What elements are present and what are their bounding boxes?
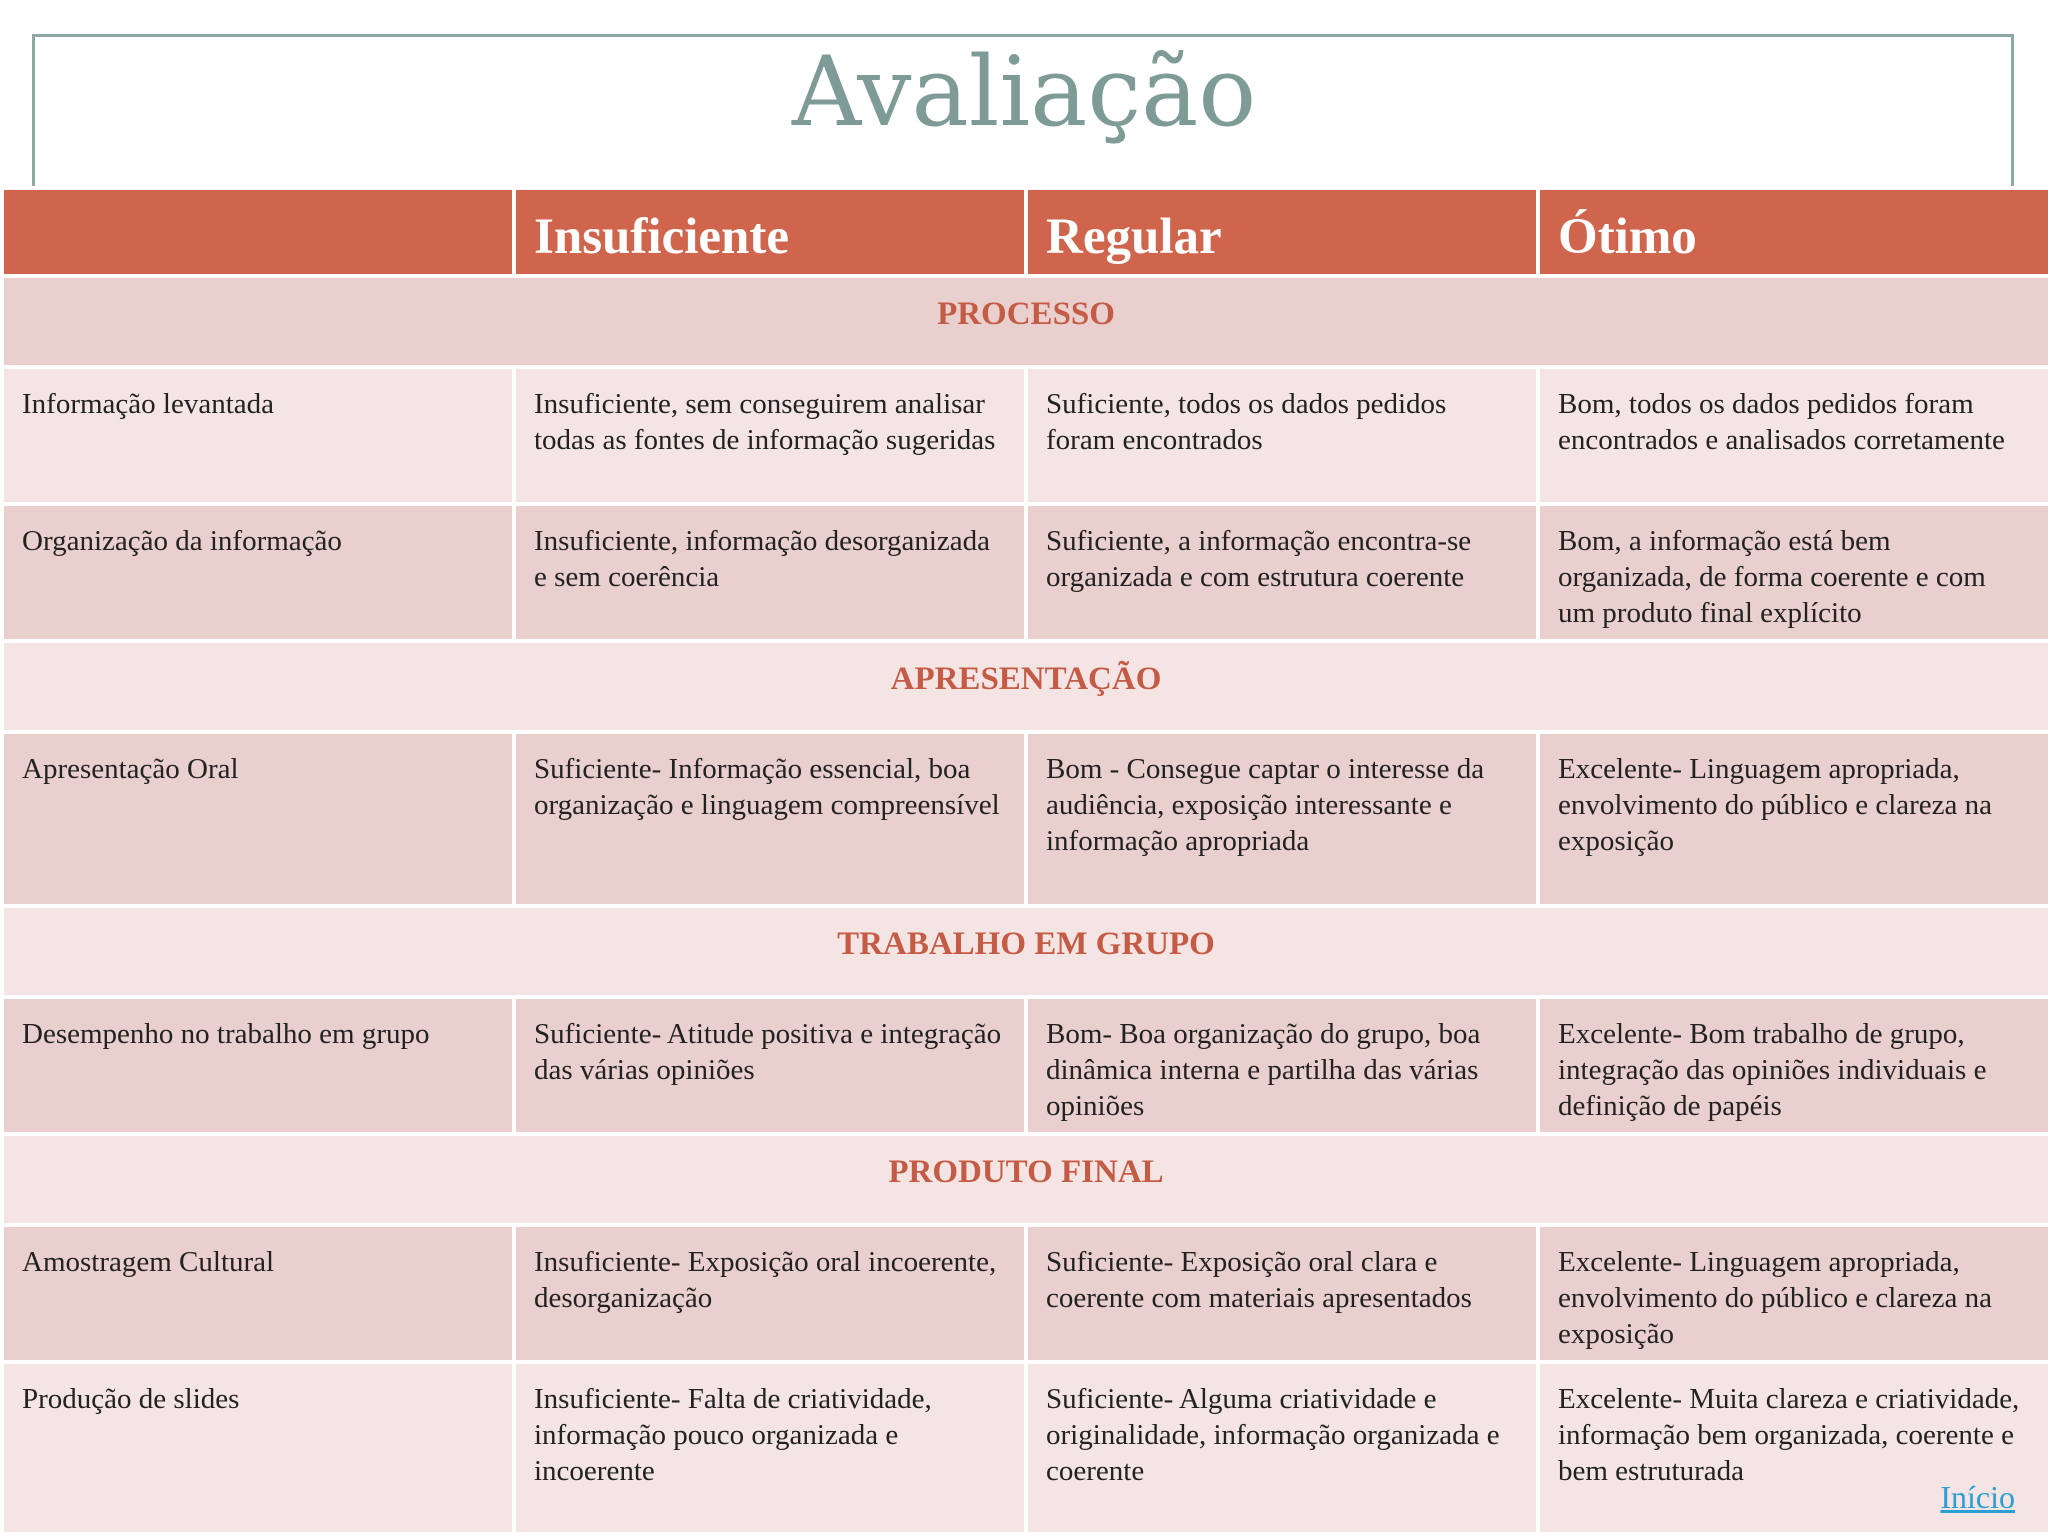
regular-cell: Bom- Boa organização do grupo, boa dinâmica interna e partilha das várias opiniões bbox=[1026, 997, 1538, 1134]
header-insuficiente: Insuficiente bbox=[514, 188, 1026, 276]
section-header-apresentacao bbox=[2, 641, 2048, 732]
section-title: PRODUTO FINAL bbox=[2, 1134, 2048, 1225]
inicio-link[interactable]: Início bbox=[1940, 1479, 2015, 1515]
insuficiente-cell: Insuficiente- Falta de criatividade, informação pouco organizada e incoerente bbox=[514, 1362, 1026, 1534]
header-blank-cell bbox=[2, 188, 514, 276]
criterion-cell: Desempenho no trabalho em grupo bbox=[2, 997, 514, 1134]
regular-cell: Suficiente- Exposição oral clara e coerente com materiais apresentados bbox=[1026, 1225, 1538, 1362]
evaluation-rubric-table bbox=[0, 186, 2048, 1536]
criterion-cell: Organização da informação bbox=[2, 504, 514, 641]
section-header-trabalho-em-grupo bbox=[2, 906, 2048, 997]
otimo-cell: Excelente- Bom trabalho de grupo, integração das opiniões individuais e definição de papéis bbox=[1538, 997, 2048, 1134]
section-title: PROCESSO bbox=[2, 276, 2048, 367]
regular-cell: Suficiente, a informação encontra-se organizada e com estrutura coerente bbox=[1026, 504, 1538, 641]
table-row bbox=[2, 997, 2048, 1134]
otimo-cell: Excelente- Linguagem apropriada, envolvimento do público e clareza na exposição bbox=[1538, 732, 2048, 906]
header-row bbox=[2, 188, 2048, 276]
otimo-cell: Bom, todos os dados pedidos foram encontrados e analisados corretamente bbox=[1538, 367, 2048, 504]
regular-cell: Bom - Consegue captar o interesse da audiência, exposição interessante e informação apropriada bbox=[1026, 732, 1538, 906]
otimo-cell: Bom, a informação está bem organizada, de forma coerente e com um produto final explícito bbox=[1538, 504, 2048, 641]
section-title: APRESENTAÇÃO bbox=[2, 641, 2048, 732]
table-row bbox=[2, 504, 2048, 641]
table-row bbox=[2, 1362, 2048, 1534]
insuficiente-cell: Insuficiente, sem conseguirem analisar todas as fontes de informação sugeridas bbox=[514, 367, 1026, 504]
otimo-cell: Excelente- Linguagem apropriada, envolvimento do público e clareza na exposição bbox=[1538, 1225, 2048, 1362]
insuficiente-cell: Insuficiente, informação desorganizada e sem coerência bbox=[514, 504, 1026, 641]
insuficiente-cell: Insuficiente- Exposição oral incoerente, desorganização bbox=[514, 1225, 1026, 1362]
table-row bbox=[2, 732, 2048, 906]
insuficiente-cell: Suficiente- Informação essencial, boa organização e linguagem compreensível bbox=[514, 732, 1026, 906]
table-row bbox=[2, 1225, 2048, 1362]
section-header-processo bbox=[2, 276, 2048, 367]
regular-cell: Suficiente, todos os dados pedidos foram encontrados bbox=[1026, 367, 1538, 504]
criterion-cell: Produção de slides bbox=[2, 1362, 514, 1534]
criterion-cell: Apresentação Oral bbox=[2, 732, 514, 906]
table-row bbox=[2, 367, 2048, 504]
page-title: Avaliação bbox=[791, 36, 1257, 148]
header-otimo: Ótimo bbox=[1538, 188, 2048, 276]
otimo-cell: Excelente- Muita clareza e criatividade, informação bem organizada, coerente e bem estruturada bbox=[1538, 1362, 2048, 1534]
criterion-cell: Amostragem Cultural bbox=[2, 1225, 514, 1362]
header-regular: Regular bbox=[1026, 188, 1538, 276]
insuficiente-cell: Suficiente- Atitude positiva e integração das várias opiniões bbox=[514, 997, 1026, 1134]
regular-cell: Suficiente- Alguma criatividade e originalidade, informação organizada e coerente bbox=[1026, 1362, 1538, 1534]
section-header-produto-final bbox=[2, 1134, 2048, 1225]
criterion-cell: Informação levantada bbox=[2, 367, 514, 504]
section-title: TRABALHO EM GRUPO bbox=[2, 906, 2048, 997]
